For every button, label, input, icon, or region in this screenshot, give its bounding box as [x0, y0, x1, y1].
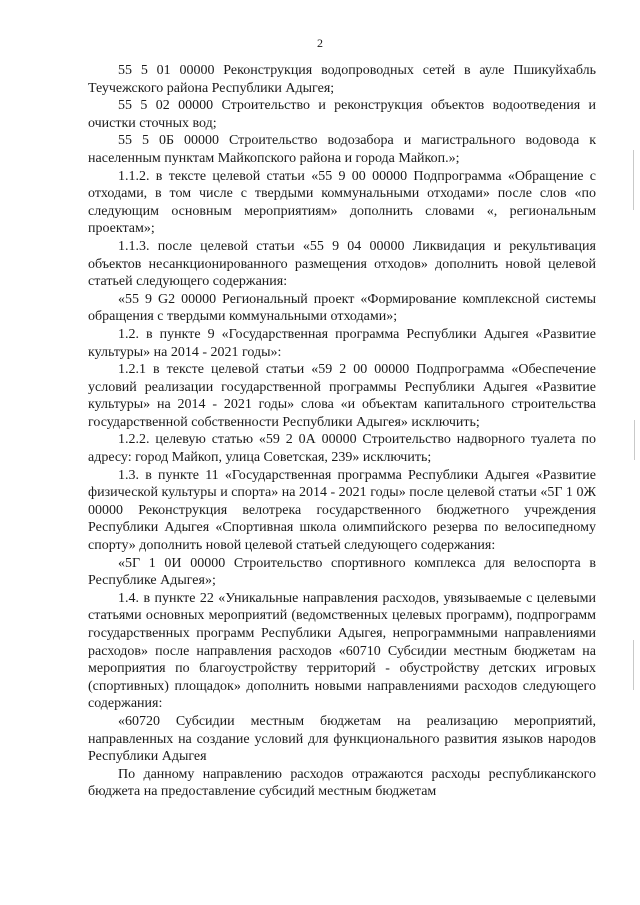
paragraph-8: 1.2.1 в тексте целевой статьи «59 2 00 00000 Подпрограмма «Обеспечение условий реализации государственной программы Республики Адыгея «Развитие культуры» на 2014 - 2021 годы» слова «и объектам капитального строительства государственной собственности Республики Адыгея» исключить;	[88, 362, 596, 430]
page-number: 2	[317, 36, 323, 50]
paragraph-14: По данному направлению расходов отражаются расходы республиканского бюджета на предоставление субсидий местным бюджетам	[88, 766, 596, 800]
paragraph-1: 55 5 01 00000 Реконструкция водопроводных сетей в ауле Пшикуйхабль Теучежского района Республики Адыгея;	[88, 63, 596, 96]
paragraph-2: 55 5 02 00000 Строительство и реконструкция объектов водоотведения и очистки сточных вод;	[88, 98, 596, 131]
paragraph-4: 1.1.2. в тексте целевой статьи «55 9 00 00000 Подпрограмма «Обращение с отходами, в том числе с твердыми коммунальными отходами» после слов «по следующим основным мероприятиям» дополнить словами «, региональным проектам»;	[88, 168, 596, 237]
document-body	[88, 62, 596, 801]
paragraph-5: 1.1.3. после целевой статьи «55 9 04 00000 Ликвидация и рекультивация объектов несанкционированного размещения отходов» дополнить новой целевой статьей следующего содержания:	[88, 238, 596, 290]
paragraph-11: «5Г 1 0И 00000 Строительство спортивного комплекса для велоспорта в Республике Адыгея»;	[88, 555, 596, 589]
scan-edge-mark	[633, 640, 634, 690]
paragraph-7: 1.2. в пункте 9 «Государственная программа Республики Адыгея «Развитие культуры» на 2014 - 2021 годы»:	[88, 326, 596, 360]
paragraph-3: 55 5 0Б 00000 Строительство водозабора и магистрального водовода к населенным пунктам Майкопского района и города Майкоп.»;	[88, 133, 596, 166]
scan-edge-mark	[633, 150, 634, 210]
paragraph-12: 1.4. в пункте 22 «Уникальные направления расходов, увязываемые с целевыми статьями основных мероприятий (ведомственных целевых программ), подпрограмм государственных программ Республики Адыгея, непрограммными направлениями расходов» после направления расходов «60710 Субсидии местным бюджетам на мероприятия по благоустройству территорий - обустройству детских игровых (спортивных) площадок» дополнить новыми направлениями расходов следующего содержания:	[88, 590, 596, 712]
paragraph-9: 1.2.2. целевую статью «59 2 0А 00000 Строительство надворного туалета по адресу: город Майкоп, улица Советская, 239» исключить;	[88, 432, 596, 466]
paragraph-6: «55 9 G2 00000 Региональный проект «Формирование комплексной системы обращения с твердыми коммунальными отходами»;	[88, 291, 596, 325]
scan-edge-mark	[634, 420, 635, 460]
paragraph-10: 1.3. в пункте 11 «Государственная программа Республики Адыгея «Развитие физической культуры и спорта» на 2014 - 2021 годы» после целевой статьи «5Г 1 0Ж 00000 Реконструкция велотрека государственного бюджетного учреждения Республики Адыгея «Спортивная школа олимпийского резерва по велосипедному спорту» дополнить новой целевой статьей следующего содержания:	[88, 467, 596, 554]
paragraph-13: «60720 Субсидии местным бюджетам на реализацию мероприятий, направленных на создание условий для функционального развития языков народов Республики Адыгея	[88, 713, 596, 765]
